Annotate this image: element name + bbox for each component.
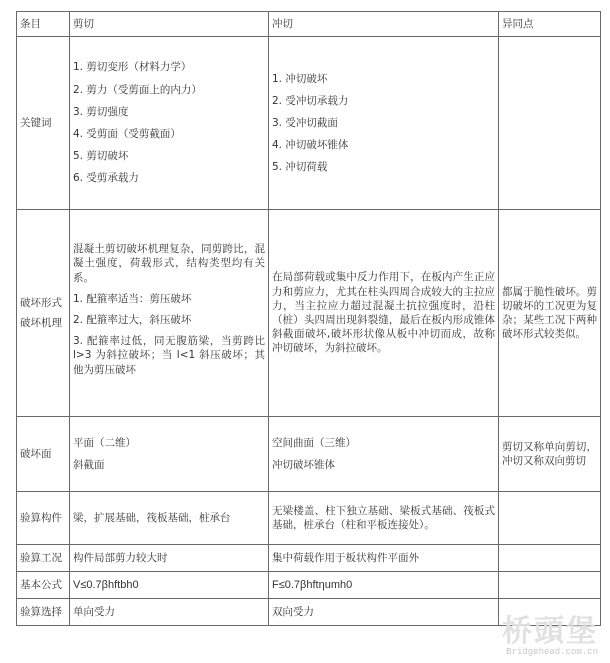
mechanism-row — [17, 210, 601, 417]
list-item: 1. 冲切破坏 — [272, 72, 328, 85]
members-punching-cell: 无梁楼盖、柱下独立基础、梁板式基础、筏板式基础，桩承台（柱和平板连接处）。 — [269, 492, 499, 545]
condition-label: 验算工况 — [17, 545, 70, 572]
failure-surface-diff-cell: 剪切又称单向剪切，冲切又称双向剪切 — [499, 417, 601, 492]
formula-diff-cell — [499, 572, 601, 599]
condition-diff-cell — [499, 545, 601, 572]
formula-shear-cell: V≤0.7βhftbh0 — [70, 572, 269, 599]
list-item: 2. 剪力（受剪面上的内力） — [73, 83, 202, 96]
mechanism-shear-cell — [70, 210, 269, 417]
keywords-row — [17, 37, 601, 210]
failure-surface-punching-cell — [269, 417, 499, 492]
condition-row — [17, 545, 601, 572]
list-item: 5. 冲切荷载 — [272, 161, 328, 174]
keywords-diff-cell — [499, 37, 601, 210]
list-item: 1. 配箍率适当：剪压破坏 — [73, 292, 192, 305]
header-item-cell: 条目 — [17, 12, 70, 37]
failure-surface-shear-line2: 斜截面 — [73, 458, 105, 471]
keywords-label: 关键词 — [17, 37, 70, 210]
list-item: 4. 受剪面（受剪截面） — [73, 128, 181, 140]
failure-surface-label: 破坏面 — [17, 417, 70, 492]
comparison-table — [16, 11, 601, 626]
header-row — [17, 12, 601, 37]
failure-surface-shear-line1: 平面（二维） — [73, 437, 136, 450]
watermark — [502, 614, 598, 657]
list-item: 4. 冲切破坏锥体 — [272, 139, 349, 152]
mechanism-label-line1: 破坏形式 — [20, 297, 62, 310]
list-item: 1. 剪切变形（材料力学） — [73, 61, 192, 74]
condition-shear-cell: 构件局部剪力较大时 — [70, 545, 269, 572]
members-row — [17, 492, 601, 545]
formula-row — [17, 572, 601, 599]
failure-surface-punching-line2: 冲切破坏锥体 — [272, 458, 335, 471]
mechanism-punching-cell: 在局部荷载或集中反力作用下，在板内产生正应力和剪应力，尤其在柱头四周合成较大的主拉应力，当主拉应力超过混凝土抗拉强度时，沿柱（桩）头四周出现斜裂缝，最后在板内形成锥体斜截面破坏,破坏形状像从板中冲切而成，故称冲切破坏，为斜拉破坏。 — [269, 210, 499, 417]
list-item: 2. 配箍率过大，斜压破坏 — [73, 314, 192, 326]
mechanism-label — [17, 210, 70, 417]
mechanism-diff-cell: 都属于脆性破坏。剪切破坏的工况更为复杂；某些工况下两种破坏形式较类似。 — [499, 210, 601, 417]
members-shear-cell: 梁，扩展基础，筏板基础，桩承台 — [70, 492, 269, 545]
mechanism-label-line2: 破坏机理 — [20, 316, 62, 329]
formula-label: 基本公式 — [17, 572, 70, 599]
list-item: 5. 剪切破坏 — [73, 150, 129, 163]
formula-punching-cell: F≤0.7βhftηumh0 — [269, 572, 499, 599]
keywords-shear-cell — [70, 37, 269, 210]
selection-shear-cell: 单向受力 — [70, 599, 269, 626]
header-punching-cell: 冲切 — [269, 12, 499, 37]
selection-punching-cell: 双向受力 — [269, 599, 499, 626]
header-shear-cell: 剪切 — [70, 12, 269, 37]
header-diff-cell: 异同点 — [499, 12, 601, 37]
failure-surface-shear-cell — [70, 417, 269, 492]
watermark-url: Bridgehead.com.cn — [506, 647, 598, 657]
failure-surface-punching-line1: 空间曲面（三维） — [272, 437, 356, 450]
watermark-logo: 桥頭堡 — [502, 614, 598, 649]
mechanism-shear-intro: 混凝土剪切破坏机理复杂，同剪跨比，混凝土强度，荷载形式，结构类型均有关系。 — [73, 243, 265, 284]
members-label: 验算构件 — [17, 492, 70, 545]
condition-punching-cell: 集中荷载作用于板状构件平面外 — [269, 545, 499, 572]
list-item: 3. 受冲切截面 — [272, 116, 338, 129]
members-diff-cell — [499, 492, 601, 545]
list-item: 3. 配箍率过低，同无腹筋梁，当剪跨比 l>3 为斜拉破坏；当 l<1 斜压破坏；其他为剪压破坏 — [73, 335, 265, 376]
list-item: 6. 受剪承载力 — [73, 172, 139, 185]
failure-surface-row — [17, 417, 601, 492]
list-item: 2. 受冲切承载力 — [272, 94, 349, 107]
selection-label: 验算选择 — [17, 599, 70, 626]
list-item: 3. 剪切强度 — [73, 105, 129, 118]
keywords-punching-cell — [269, 37, 499, 210]
